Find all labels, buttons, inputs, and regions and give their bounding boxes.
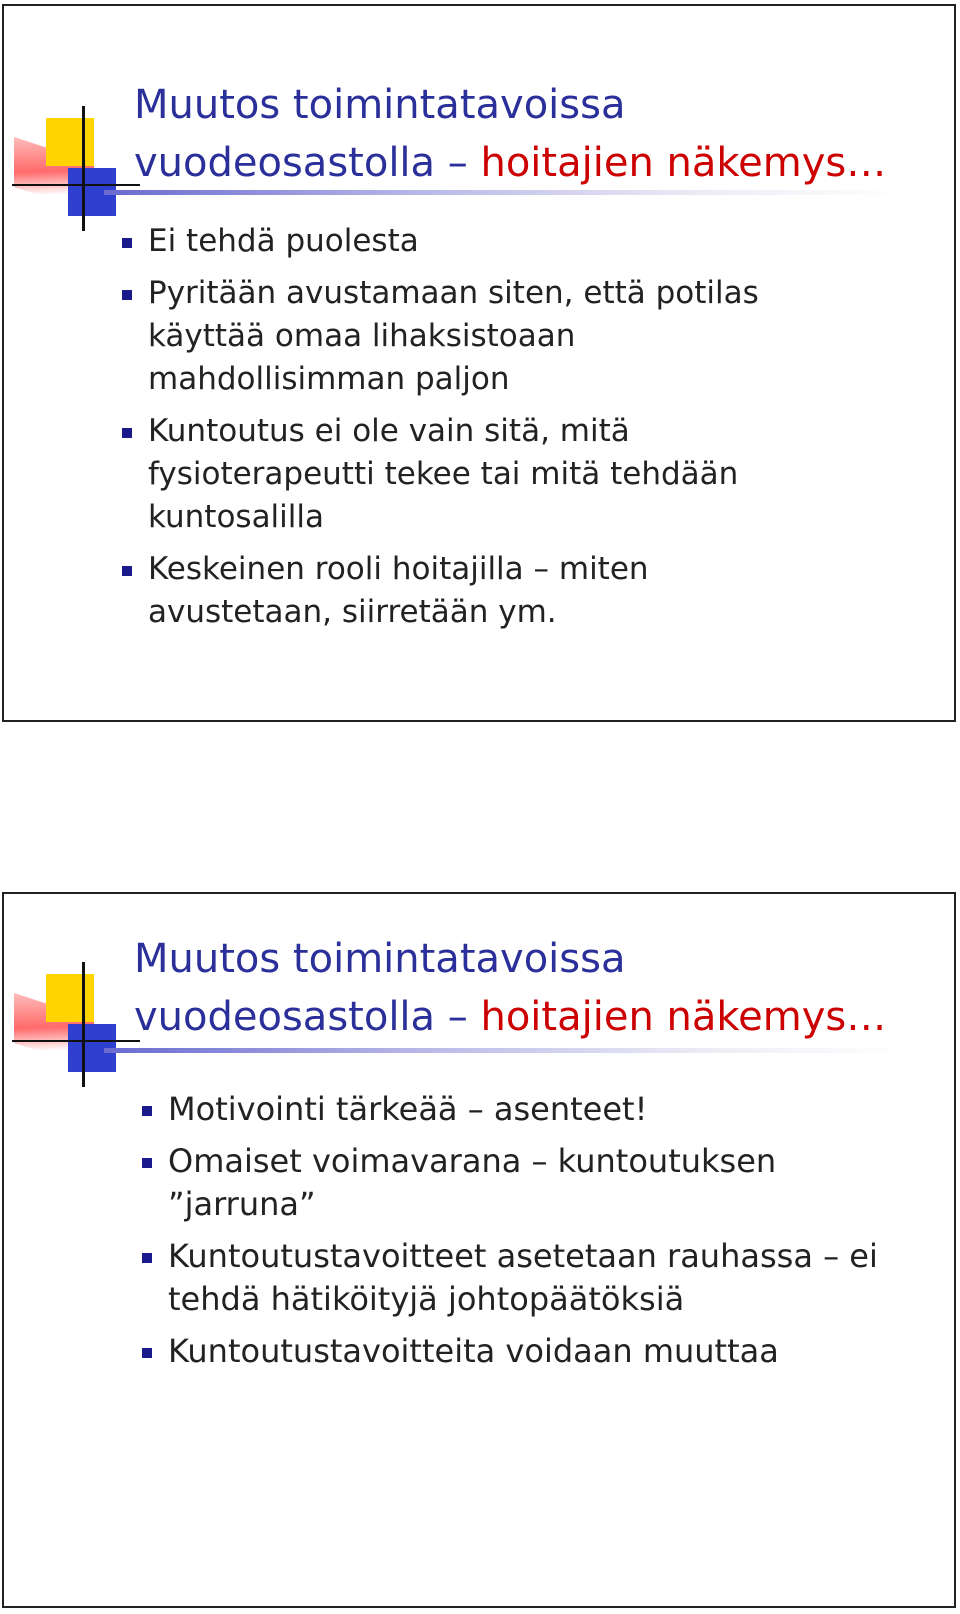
title-rule (104, 190, 904, 195)
list-item: Keskeinen rooli hoitajilla – miten avustetaan, siirretään ym. (148, 548, 759, 634)
title-accent: hoitajien näkemys… (480, 140, 887, 186)
slide-logo-graphic (12, 106, 142, 231)
title-rule (104, 1048, 904, 1053)
slide-2 (2, 892, 956, 1608)
title-accent: hoitajien näkemys… (480, 994, 887, 1040)
title-line-2: vuodeosastolla – (134, 994, 481, 1040)
slide-title (134, 76, 886, 192)
title-line-1: Muutos toimintatavoissa (134, 82, 626, 128)
list-item: Motivointi tärkeää – asenteet! (168, 1088, 878, 1131)
slide-logo-graphic (12, 962, 142, 1087)
bullet-list (168, 1088, 878, 1382)
title-line-1: Muutos toimintatavoissa (134, 936, 626, 982)
slide-1 (2, 4, 956, 722)
title-line-2: vuodeosastolla – (134, 140, 481, 186)
list-item: Kuntoutus ei ole vain sitä, mitä fysioterapeutti tekee tai mitä tehdään kuntosalilla (148, 410, 759, 539)
list-item: Omaiset voimavarana – kuntoutuksen ”jarruna” (168, 1140, 878, 1226)
list-item: Kuntoutustavoitteet asetetaan rauhassa – ei tehdä hätiköityjä johtopäätöksiä (168, 1235, 878, 1321)
list-item: Pyritään avustamaan siten, että potilas käyttää omaa lihaksistoaan mahdollisimman paljon (148, 272, 759, 401)
slide-title (134, 930, 886, 1046)
list-item: Ei tehdä puolesta (148, 220, 759, 263)
bullet-list (148, 220, 759, 643)
list-item: Kuntoutustavoitteita voidaan muuttaa (168, 1330, 878, 1373)
